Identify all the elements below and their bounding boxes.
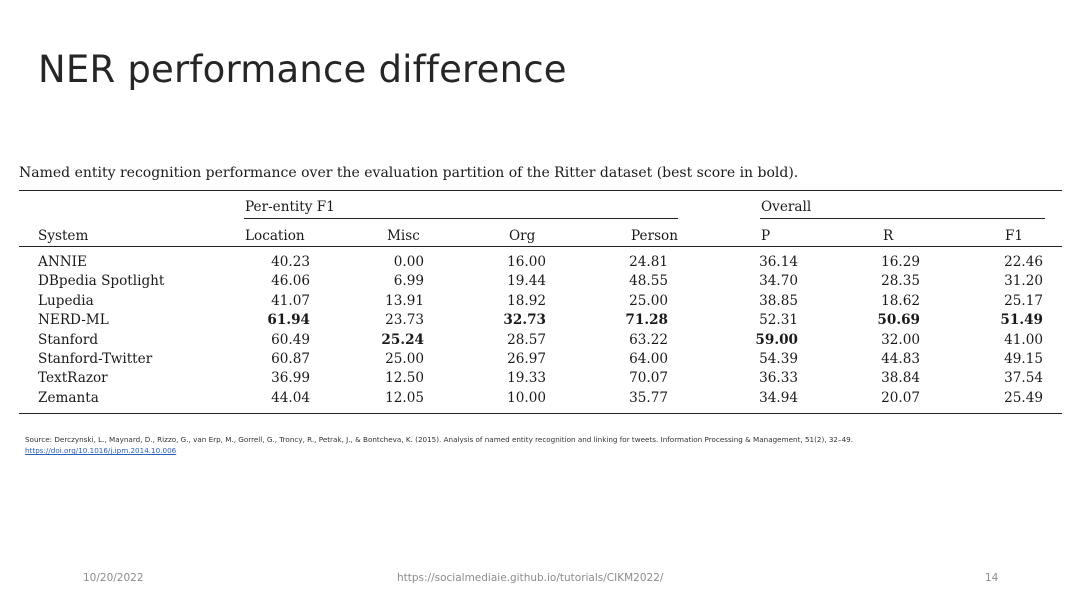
- org-cell: 19.44: [507, 273, 546, 290]
- p-cell: 34.70: [759, 273, 798, 290]
- source-doi-link[interactable]: https://doi.org/10.1016/j.ipm.2014.10.006: [25, 446, 177, 455]
- location-cell: 41.07: [271, 292, 310, 309]
- r-cell: 28.35: [881, 273, 920, 290]
- system-name-cell: Stanford-Twitter: [38, 351, 153, 367]
- person-cell: 35.77: [629, 389, 668, 406]
- column-header-org: Org: [509, 228, 536, 244]
- column-header-r: R: [883, 228, 894, 244]
- r-cell: 16.29: [881, 254, 920, 270]
- column-header-misc: Misc: [387, 228, 420, 244]
- org-cell: 10.00: [507, 389, 546, 406]
- p-cell: 52.31: [759, 312, 798, 329]
- misc-cell: 12.05: [385, 389, 424, 406]
- header-bottom-rule: [19, 246, 1062, 247]
- f1-cell: 25.17: [1004, 292, 1043, 309]
- location-cell: 44.04: [271, 389, 310, 406]
- table-caption: Named entity recognition performance over the evaluation partition of the Ritter dataset (best score in bold).: [19, 165, 799, 181]
- system-name-cell: ANNIE: [38, 254, 87, 270]
- source-text: Source: Derczynski, L., Maynard, D., Rizzo, G., van Erp, M., Gorrell, G., Troncy, R., Petrak, J., & Bontcheva, K. (2015). Analysis of named entity recognition and linking for tweets. Information Processing & Management, 51(2), 32–49.: [25, 435, 854, 444]
- org-cell: 32.73: [503, 312, 546, 329]
- group-header-overall: Overall: [761, 199, 812, 215]
- location-cell: 40.23: [271, 254, 310, 270]
- group-header-per-entity: Per-entity F1: [245, 199, 335, 215]
- footer-page-number: 14: [985, 572, 999, 584]
- r-cell: 32.00: [881, 331, 920, 348]
- org-cell: 18.92: [507, 292, 546, 309]
- location-cell: 46.06: [271, 273, 310, 290]
- f1-cell: 51.49: [1000, 312, 1043, 329]
- column-header-location: Location: [245, 228, 305, 244]
- system-name-cell: TextRazor: [38, 370, 108, 387]
- p-cell: 38.85: [759, 292, 798, 309]
- column-header-person: Person: [631, 228, 678, 244]
- f1-cell: 22.46: [1004, 254, 1043, 270]
- p-cell: 36.33: [759, 370, 798, 387]
- column-header-f1: F1: [1005, 228, 1024, 244]
- misc-cell: 25.00: [385, 351, 424, 367]
- person-cell: 24.81: [629, 254, 668, 270]
- person-cell: 25.00: [629, 292, 668, 309]
- misc-cell: 6.99: [393, 273, 424, 290]
- location-cell: 60.87: [271, 351, 310, 367]
- system-name-cell: Lupedia: [38, 292, 94, 309]
- person-cell: 70.07: [629, 370, 668, 387]
- f1-cell: 31.20: [1004, 273, 1043, 290]
- overall-rule: [760, 218, 1045, 219]
- p-cell: 59.00: [755, 331, 798, 348]
- r-cell: 18.62: [881, 292, 920, 309]
- location-cell: 61.94: [267, 312, 310, 329]
- misc-cell: 12.50: [385, 370, 424, 387]
- system-name-cell: DBpedia Spotlight: [38, 273, 165, 290]
- person-cell: 64.00: [629, 351, 668, 367]
- r-cell: 20.07: [881, 389, 920, 406]
- f1-cell: 25.49: [1004, 389, 1043, 406]
- f1-cell: 49.15: [1004, 351, 1043, 367]
- misc-cell: 13.91: [385, 292, 424, 309]
- slide-title: NER performance difference: [38, 48, 567, 91]
- table-bottom-rule: [19, 413, 1062, 414]
- footer-date: 10/20/2022: [83, 572, 144, 584]
- f1-cell: 37.54: [1004, 370, 1043, 387]
- org-cell: 16.00: [507, 254, 546, 270]
- system-name-cell: Zemanta: [38, 389, 99, 406]
- r-cell: 50.69: [877, 312, 920, 329]
- table-top-rule: [19, 190, 1062, 191]
- misc-cell: 25.24: [381, 331, 424, 348]
- org-cell: 26.97: [507, 351, 546, 367]
- r-cell: 38.84: [881, 370, 920, 387]
- person-cell: 48.55: [629, 273, 668, 290]
- p-cell: 34.94: [759, 389, 798, 406]
- p-cell: 54.39: [759, 351, 798, 367]
- person-cell: 63.22: [629, 331, 668, 348]
- org-cell: 28.57: [507, 331, 546, 348]
- source-citation: [25, 434, 853, 456]
- p-cell: 36.14: [759, 254, 798, 270]
- location-cell: 60.49: [271, 331, 310, 348]
- column-header-p: P: [761, 228, 771, 244]
- system-name-cell: NERD-ML: [38, 312, 109, 329]
- system-name-cell: Stanford: [38, 331, 99, 348]
- column-header-system: System: [38, 228, 89, 244]
- footer-url: https://socialmediaie.github.io/tutorials/CIKM2022/: [397, 572, 664, 584]
- r-cell: 44.83: [881, 351, 920, 367]
- person-cell: 71.28: [625, 312, 668, 329]
- misc-cell: 0.00: [393, 254, 424, 270]
- f1-cell: 41.00: [1004, 331, 1043, 348]
- per-entity-rule: [244, 218, 678, 219]
- location-cell: 36.99: [271, 370, 310, 387]
- misc-cell: 23.73: [385, 312, 424, 329]
- org-cell: 19.33: [507, 370, 546, 387]
